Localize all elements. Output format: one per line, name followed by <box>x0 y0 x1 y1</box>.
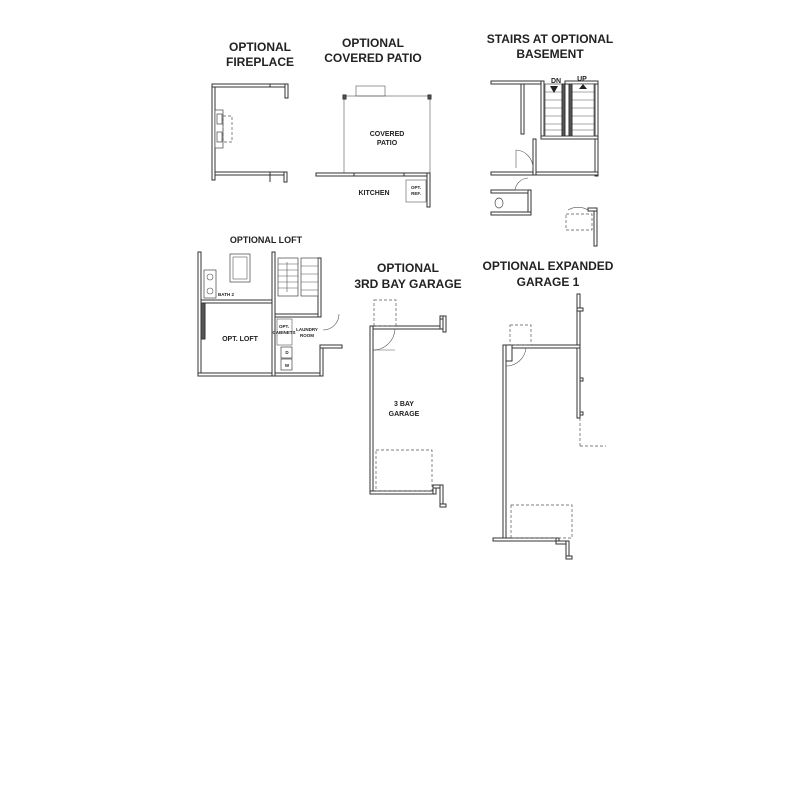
basement-stairs-plan <box>487 32 613 246</box>
expanded-garage-plan <box>483 259 614 559</box>
laundry-label-line2: ROOM <box>300 333 314 338</box>
fireplace-plan <box>212 40 294 182</box>
garage-exp-title-line1: OPTIONAL EXPANDED <box>482 259 614 273</box>
cabinets-label-line2: CABINETS <box>272 330 296 335</box>
garage3-title-line2: 3RD BAY GARAGE <box>354 277 462 291</box>
garage3-title-line1: OPTIONAL <box>377 261 439 275</box>
loft-stair-icon <box>278 258 318 296</box>
cabinets-label-line1: OPT. <box>278 324 290 329</box>
garage-exp-car-dashed <box>511 505 572 538</box>
loft-title: OPTIONAL LOFT <box>229 235 303 245</box>
garage3-door-dashed <box>374 300 396 326</box>
opt-ref-label-line2: REF. <box>411 191 421 196</box>
washer-label: W <box>284 363 290 368</box>
stair-down-icon <box>545 84 562 136</box>
patio-title-line1: OPTIONAL <box>342 36 404 50</box>
patio-room-label-line1: COVERED <box>369 131 405 138</box>
toilet-icon <box>495 198 503 208</box>
patio-post-top <box>356 86 385 96</box>
garage-exp-title-line2: GARAGE 1 <box>516 275 580 289</box>
kitchen-label: KITCHEN <box>358 190 390 197</box>
loft-room-label: OPT. LOFT <box>222 336 258 343</box>
stairs-title-line2: BASEMENT <box>516 47 584 61</box>
laundry-label-line1: LAUNDRY <box>296 327 318 332</box>
opt-ref-label-line1: OPT. <box>410 185 422 190</box>
covered-patio-plan <box>316 36 431 207</box>
garage3-room-label-line2: GARAGE <box>388 411 420 418</box>
loft-plan <box>198 235 342 376</box>
stair-up-label: UP <box>577 76 587 83</box>
patio-title-line2: COVERED PATIO <box>324 51 422 65</box>
bath-label: BATH 2 <box>218 292 234 297</box>
garage-exp-door-dashed <box>510 325 531 345</box>
garage3-room-label-line1: 3 BAY <box>394 401 414 408</box>
patio-room-label-line2: PATIO <box>376 140 398 147</box>
third-bay-garage-plan <box>354 261 461 507</box>
stair-up-icon <box>572 84 594 136</box>
fireplace-title-line1: OPTIONAL <box>229 40 291 54</box>
stairs-title-line1: STAIRS AT OPTIONAL <box>486 32 614 46</box>
garage3-car-dashed <box>376 450 432 491</box>
dryer-label: D <box>285 350 289 355</box>
stair-dn-label: DN <box>550 78 562 85</box>
fireplace-title-line2: FIREPLACE <box>225 55 295 69</box>
